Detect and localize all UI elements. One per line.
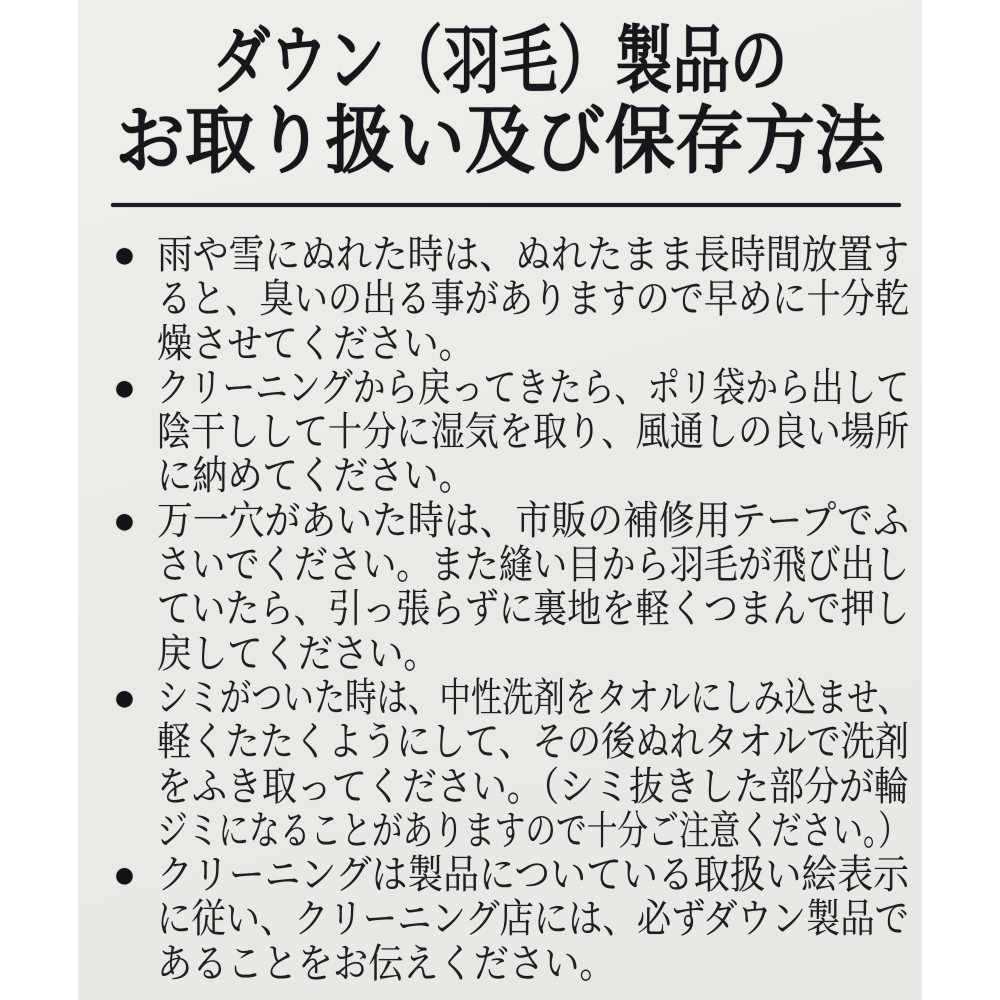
care-item-stain-removal <box>113 676 922 853</box>
care-line: クリーニングは製品についている取扱い絵表示 <box>157 853 909 898</box>
care-line: あることをお伝えください。 <box>157 941 615 986</box>
care-item-hole-repair <box>113 499 922 676</box>
care-line: 陰干しして十分に湿気を取り、風通しの良い場所 <box>157 410 909 455</box>
bullet-icon: ● <box>113 676 136 719</box>
care-line: 万一穴があいた時は、市販の補修用テープでふ <box>157 498 909 543</box>
care-line: に従い、クリーニング店には、必ずダウン製品で <box>157 897 909 942</box>
care-line: 戻してください。 <box>157 631 439 676</box>
care-line: をふき取ってください。（シミ抜きした部分が輪 <box>157 764 909 809</box>
care-line: 雨や雪にぬれた時は、ぬれたまま長時間放置す <box>157 233 909 277</box>
bullet-icon: ● <box>113 854 136 897</box>
label-title-line-2-text: お取り扱い及び保存方法 <box>115 101 885 183</box>
bullet-icon: ● <box>113 366 136 409</box>
care-instructions-list <box>78 233 922 986</box>
care-line: ジミになることがありますので十分ご注意ください。） <box>157 808 909 853</box>
title-divider <box>111 203 901 207</box>
care-item-after-cleaning <box>113 366 922 499</box>
bullet-icon: ● <box>113 499 136 542</box>
bullet-icon: ● <box>113 234 136 276</box>
label-title <box>78 22 922 182</box>
care-line: さいでください。また縫い目から羽毛が飛び出し <box>157 543 909 588</box>
care-item-cleaning-notice <box>113 853 922 986</box>
label-title-line-2 <box>78 102 922 182</box>
care-label <box>78 0 922 1000</box>
care-line: ると、臭いの出る事がありますので早めに十分乾 <box>157 277 909 322</box>
care-line: に納めてください。 <box>157 454 474 499</box>
care-line: ていたら、引っ張らずに裏地を軽くつまんで押し <box>157 587 909 632</box>
care-line: 軽くたたくようにして、その後ぬれタオルで洗剤 <box>157 720 909 765</box>
care-line: シミがついた時は、中性洗剤をタオルにしみ込ませ、 <box>157 675 909 720</box>
label-title-line-1 <box>78 22 922 102</box>
care-item-rain-snow <box>113 233 922 366</box>
care-line: 燥させてください。 <box>157 321 474 366</box>
care-line: クリーニングから戻ってきたら、ポリ袋から出して <box>157 365 909 410</box>
label-title-line-1-text: ダウン（羽毛）製品の <box>212 21 788 103</box>
